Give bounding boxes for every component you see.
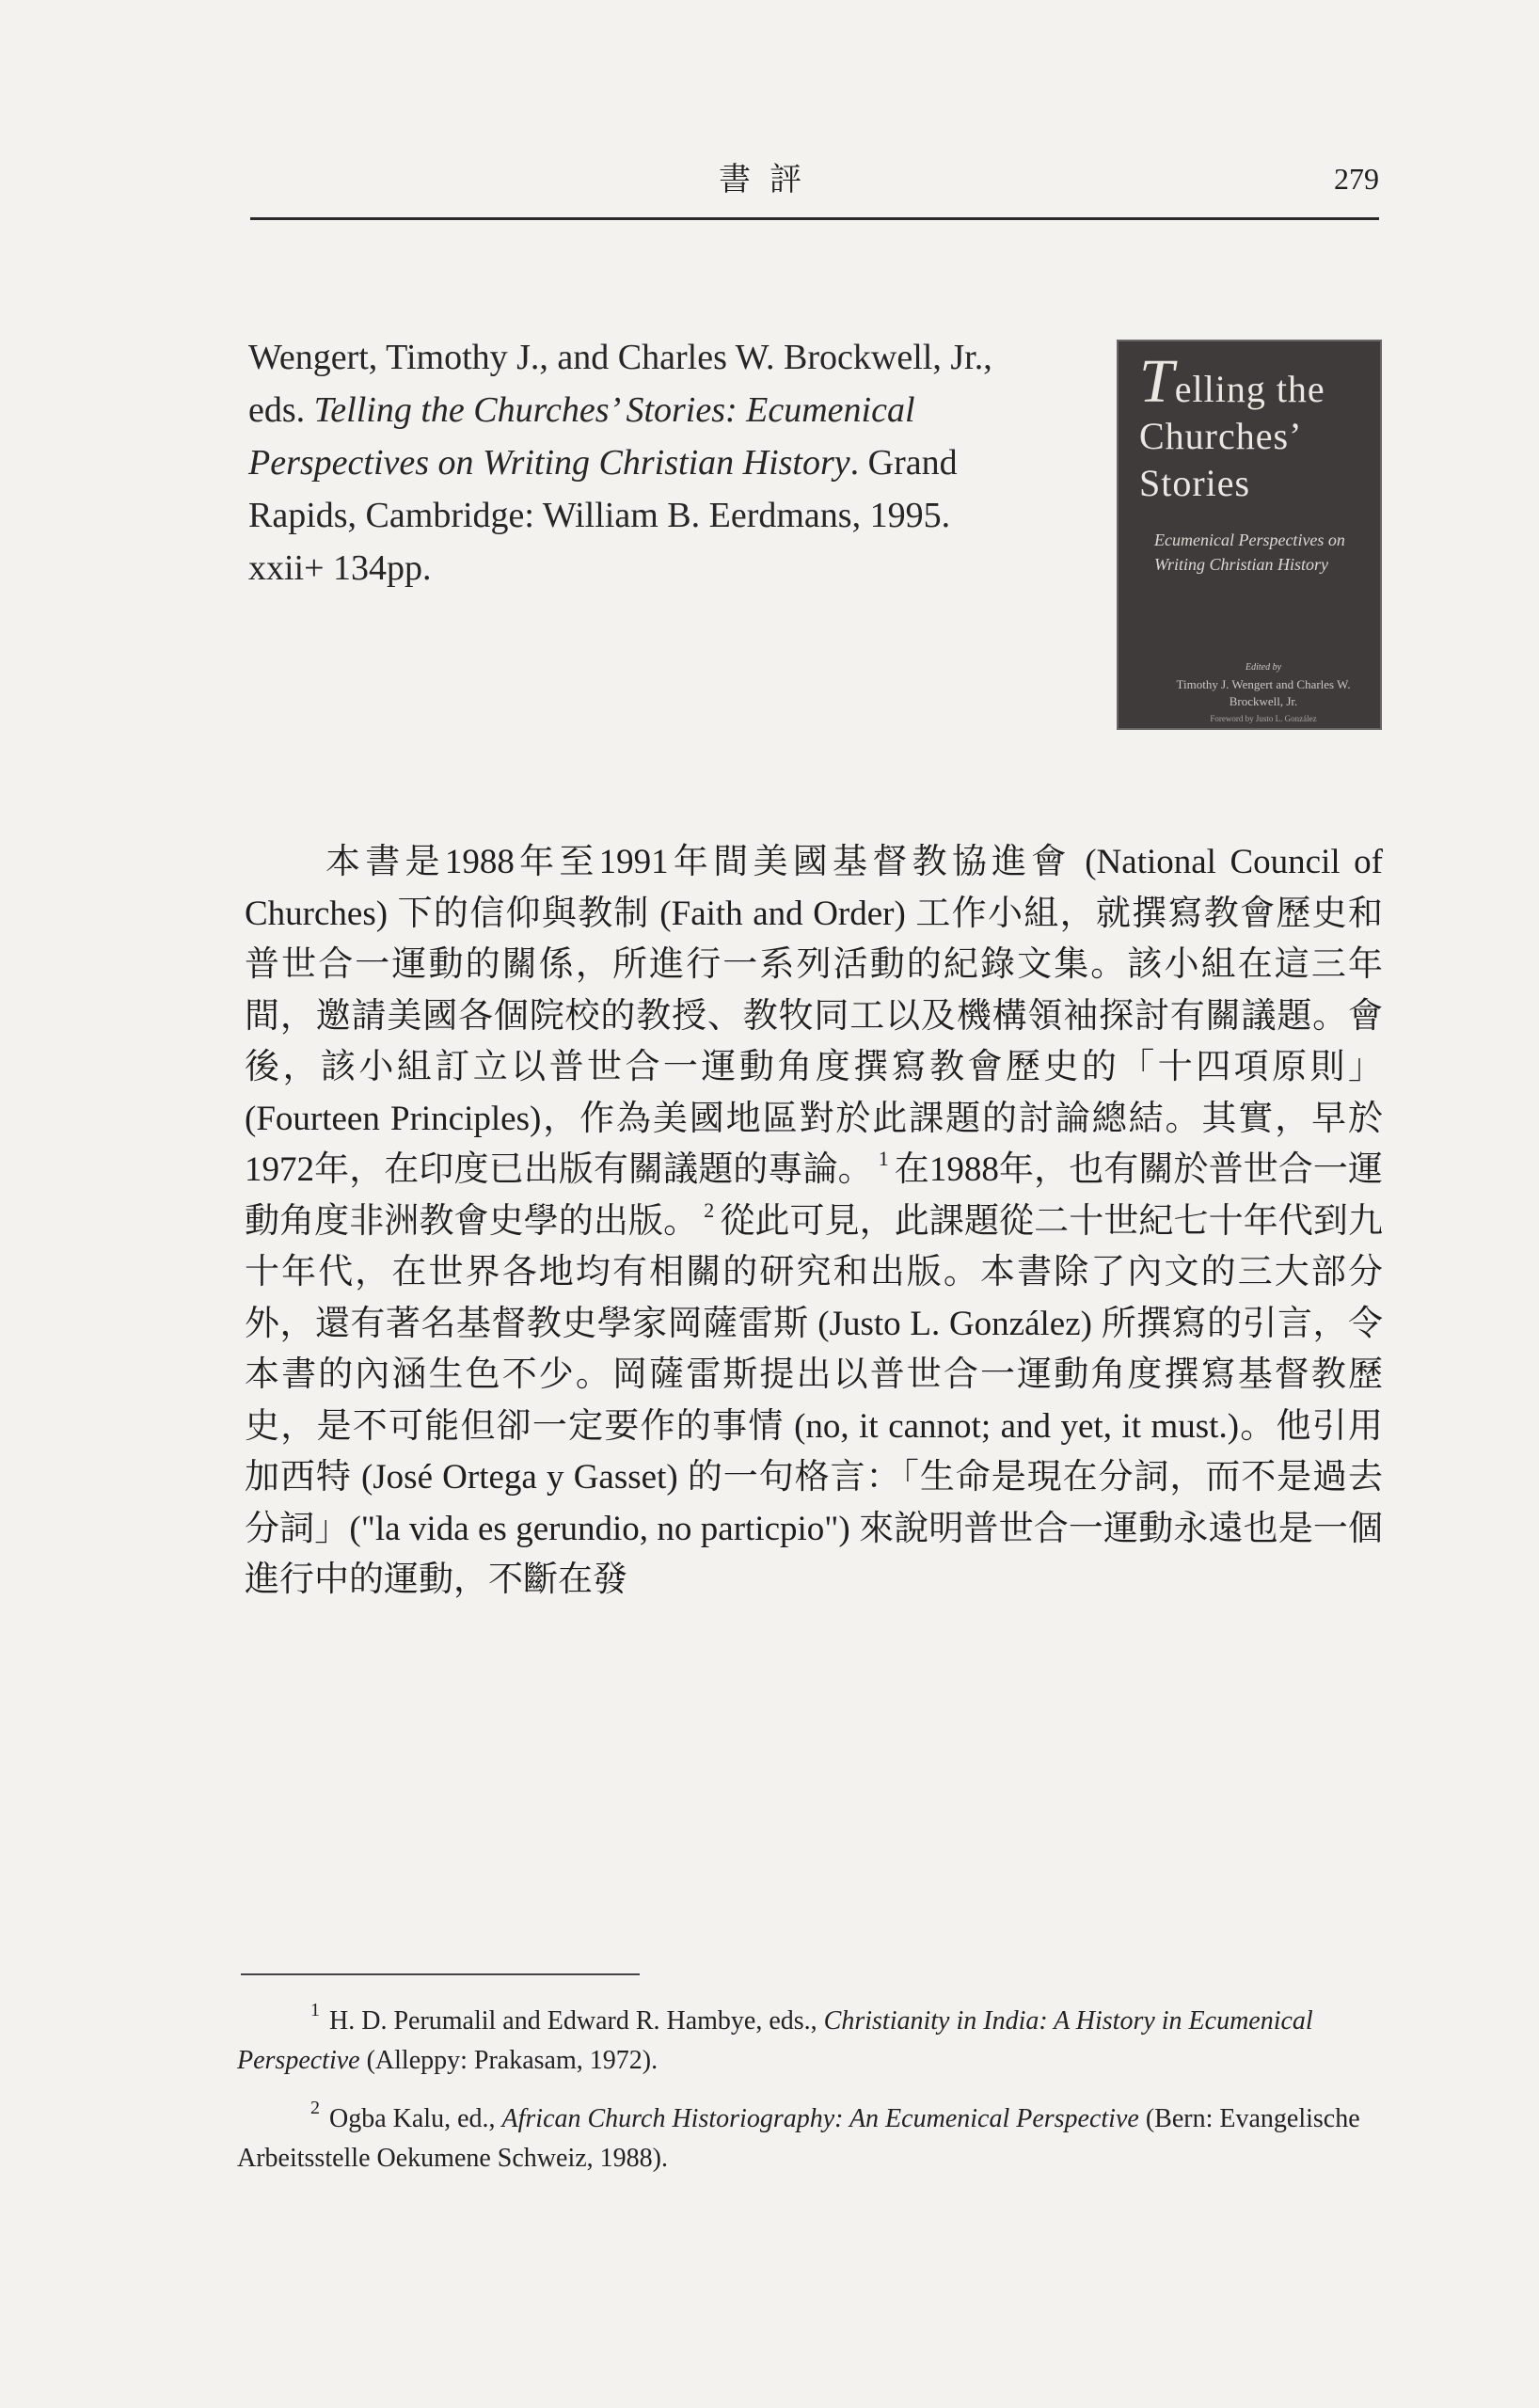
- footnote-ref-1[interactable]: 1: [878, 1147, 889, 1170]
- body-text-part3: 從此可見，此課題從二十世紀七十年代到九十年代，在世界各地均有相關的研究和出版。本書除了內文的三大部分外，還有著名基督教史學家岡薩雷斯 (Justo L. González) 所撰寫的引言，令本書的內涵生色不少。岡薩雷斯提出以普世合一運動角度撰寫基督教歷史，是不可能但卻一定要作的事情 (no, it cannot; and yet, it must.)。他引用加西特 (José Ortega y Gasset) 的一句格言：「生命是現在分詞，而不是過去分詞」("la vida es gerundio, no particpio") 來說明普世合一運動永遠也是一個進行中的運動，不斷在發: [245, 1201, 1383, 1599]
- cover-foreword: Foreword by Justo L. González: [1210, 714, 1317, 723]
- footnote-title: Christianity in India: A History in Ecumenical Perspective: [237, 2006, 1313, 2075]
- running-head: 書評: [719, 163, 820, 198]
- cover-title-line1: elling the: [1174, 368, 1325, 410]
- body-text-part1: 本書是1988年至1991年間美國基督教協進會 (National Council of Churches) 下的信仰與教制 (Faith and Order) 工作小組，就撰寫教會歷史和普世合一運動的關係，所進行一系列活動的紀錄文集。該小組在這三年間，邀請美國各個院校的教授、教牧同工以及機構領袖探討有關議題。會後，該小組訂立以普世合一運動角度撰寫教會歷史的「十四項原則」(Fourteen Principles)，作為美國地區對於此課題的討論總結。其實，早於1972年，在印度已出版有關議題的專論。: [245, 843, 1383, 1189]
- footnote-number: 2: [310, 2098, 320, 2118]
- cover-title-line2: Churches’: [1139, 415, 1303, 457]
- header-rule: [250, 217, 1379, 220]
- citation-publication: . Grand Rapids, Cambridge: William B. Eerdmans, 1995. xxii+ 134pp.: [248, 443, 958, 588]
- citation-authors: Wengert, Timothy J., and Charles W. Brockwell, Jr., eds.: [248, 338, 992, 430]
- cover-title-initial: T: [1139, 347, 1175, 416]
- footnote-2: [237, 2099, 1381, 2178]
- footnote-1: [237, 2002, 1381, 2081]
- footnote-ref-2[interactable]: 2: [704, 1197, 715, 1222]
- footnote-title: African Church Historiography: An Ecumenical Perspective: [501, 2104, 1139, 2133]
- cover-editors-block: [1150, 659, 1376, 727]
- footnote-text: Ogba Kalu, ed.,: [329, 2104, 502, 2133]
- book-citation: [248, 331, 1029, 594]
- body-text-part2: 在1988年，也有關於普世合一運動角度非洲教會史學的出版。: [245, 1150, 1384, 1241]
- cover-title: [1139, 347, 1376, 507]
- citation-book-title: Telling the Churches’ Stories: Ecumenical Perspectives on Writing Christian History: [248, 390, 915, 483]
- footnote-number: 1: [310, 2000, 320, 2020]
- cover-title-line3: Stories: [1139, 462, 1251, 504]
- cover-editors: Timothy J. Wengert and Charles W. Brockwell, Jr.: [1176, 677, 1351, 708]
- review-body-paragraph: [245, 837, 1383, 1607]
- book-cover-image: [1117, 340, 1382, 730]
- cover-subtitle: Ecumenical Perspectives on Writing Christian History: [1154, 531, 1345, 574]
- footnote-text: (Alleppy: Prakasam, 1972).: [359, 2046, 658, 2075]
- cover-edited-by: Edited by: [1245, 662, 1282, 673]
- footnote-text: H. D. Perumalil and Edward R. Hambye, eds.,: [329, 2006, 824, 2036]
- footnote-text: (Bern: Evangelische Arbeitsstelle Oekumene Schweiz, 1988).: [237, 2104, 1360, 2173]
- footnote-rule: [241, 1973, 640, 1975]
- page-number: 279: [1334, 162, 1379, 196]
